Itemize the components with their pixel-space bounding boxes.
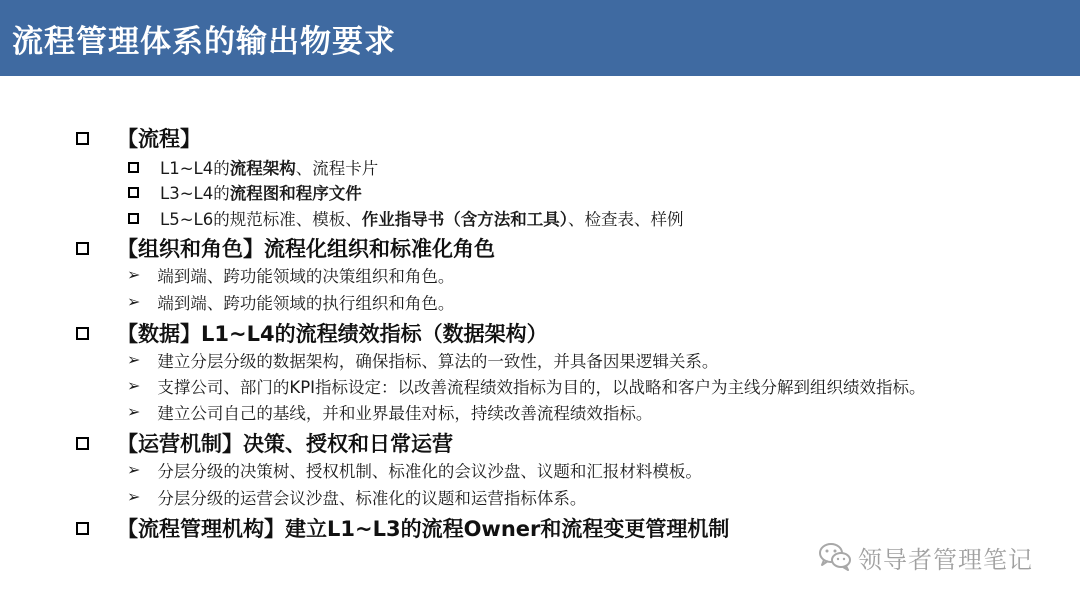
list-item bbox=[128, 180, 362, 204]
list-item bbox=[128, 155, 378, 179]
list-item-text bbox=[160, 155, 378, 179]
arrow-bullet-icon: ➢ bbox=[127, 376, 141, 395]
list-item-text: 建立公司自己的基线，并和业界最佳对标，持续改善流程绩效指标。 bbox=[157, 404, 653, 423]
list-item-text-emphasis: 作业指导书（含方法和工具） bbox=[361, 210, 568, 229]
list-item bbox=[127, 348, 718, 372]
section-heading-management-org bbox=[76, 513, 729, 543]
section-heading-process bbox=[76, 123, 201, 153]
square-bullet-icon bbox=[76, 522, 89, 535]
list-item-text-part: 、检查表、样例 bbox=[567, 210, 684, 229]
square-bullet-icon bbox=[76, 437, 89, 450]
list-item bbox=[127, 458, 702, 482]
section-heading-text: 【运营机制】决策、授权和日常运营 bbox=[117, 432, 453, 456]
wechat-icon bbox=[818, 541, 852, 575]
section-heading-text: 【数据】L1~L4的流程绩效指标（数据架构） bbox=[117, 322, 548, 346]
list-item-text: 建立分层分级的数据架构，确保指标、算法的一致性，并具备因果逻辑关系。 bbox=[157, 352, 719, 371]
arrow-bullet-icon: ➢ bbox=[127, 265, 141, 284]
list-item-text: 支撑公司、部门的KPI指标设定：以改善流程绩效指标为目的，以战略和客户为主线分解到组织绩效指标。 bbox=[157, 378, 926, 397]
watermark-text: 领导者管理笔记 bbox=[858, 546, 1033, 574]
square-bullet-icon bbox=[128, 162, 139, 173]
list-item-text: 端到端、跨功能领域的执行组织和角色。 bbox=[157, 294, 455, 313]
arrow-bullet-icon: ➢ bbox=[127, 350, 141, 369]
list-item-text-emphasis: 流程图和程序文件 bbox=[229, 184, 362, 203]
list-item bbox=[127, 263, 454, 287]
list-item-text-emphasis: 流程架构 bbox=[229, 159, 296, 178]
list-item-text bbox=[160, 206, 683, 230]
arrow-bullet-icon: ➢ bbox=[127, 460, 141, 479]
list-item-text: 分层分级的决策树、授权机制、标准化的会议沙盘、议题和汇报材料模板。 bbox=[157, 462, 702, 481]
list-item-text: 分层分级的运营会议沙盘、标准化的议题和运营指标体系。 bbox=[157, 489, 587, 508]
arrow-bullet-icon: ➢ bbox=[127, 402, 141, 421]
list-item bbox=[128, 206, 683, 230]
list-item-text-part: 、流程卡片 bbox=[295, 159, 379, 178]
list-item bbox=[127, 485, 586, 509]
list-item-text-part: L5~L6的规范标准、模板、 bbox=[160, 210, 362, 229]
section-heading-text: 【组织和角色】流程化组织和标准化角色 bbox=[117, 237, 495, 261]
square-bullet-icon bbox=[128, 213, 139, 224]
section-heading-text: 【流程管理机构】建立L1~L3的流程Owner和流程变更管理机制 bbox=[117, 517, 730, 541]
list-item-text: 端到端、跨功能领域的决策组织和角色。 bbox=[157, 267, 455, 286]
arrow-bullet-icon: ➢ bbox=[127, 292, 141, 311]
watermark bbox=[818, 540, 1033, 575]
section-heading-operations bbox=[76, 428, 453, 458]
arrow-bullet-icon: ➢ bbox=[127, 487, 141, 506]
square-bullet-icon bbox=[76, 132, 89, 145]
square-bullet-icon bbox=[76, 242, 89, 255]
list-item bbox=[127, 374, 926, 398]
list-item-text-part: L3~L4的 bbox=[160, 184, 230, 203]
list-item bbox=[127, 400, 652, 424]
section-heading-organization bbox=[76, 233, 495, 263]
square-bullet-icon bbox=[128, 187, 139, 198]
page-title: 流程管理体系的输出物要求 bbox=[12, 23, 396, 60]
list-item bbox=[127, 290, 454, 314]
section-heading-text: 【流程】 bbox=[117, 127, 201, 151]
square-bullet-icon bbox=[76, 327, 89, 340]
list-item-text-part: L1~L4的 bbox=[160, 159, 230, 178]
section-heading-data bbox=[76, 318, 548, 348]
list-item-text bbox=[160, 180, 362, 204]
